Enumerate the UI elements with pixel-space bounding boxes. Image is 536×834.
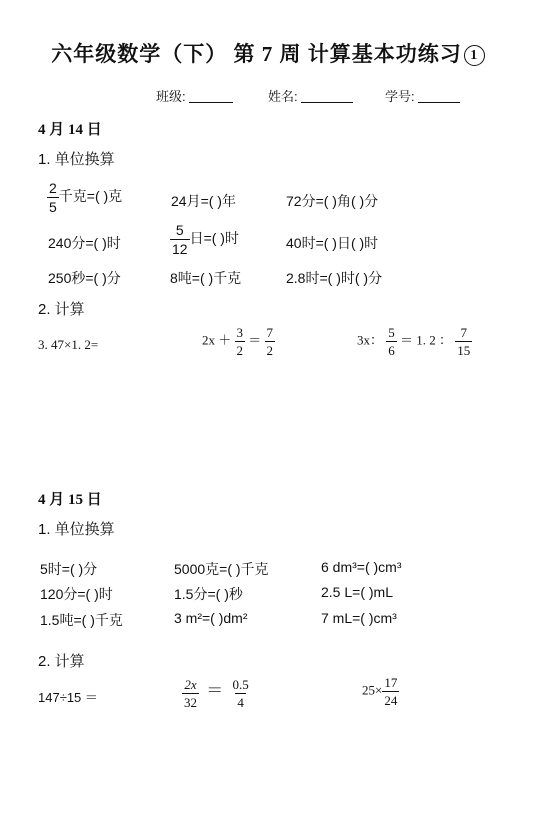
day1-conv-row3-item2: 8吨=( )千克 [170,270,242,286]
day1-conv-row1-item3: 72分=( )角( )分 [286,193,379,209]
day1-conv-row1-item2: 24月=( )年 [171,193,236,209]
fraction: $\frac{3}{2}$ [236,325,244,358]
day1-calc-title: 2. 计算 [38,301,85,318]
day1-conv-row1-item1: $\frac{2}{5}$ 千克=( )克 [49,180,123,215]
fraction: $\frac{5}{12}$ [172,222,188,257]
circled-number: 1 [464,45,485,66]
name-blank[interactable] [301,89,353,103]
day2-conv-row2-item3: 2.5 L=( )mL [321,584,393,600]
day1-conv-row2-item2: $\frac{5}{12}$ 日=( )时 [172,222,239,257]
day2-conv-row1-item3: 6 dm³=( )cm³ [321,559,402,575]
student-number-field [385,86,460,105]
fraction: $\frac{7}{2}$ [266,325,274,358]
day2-conv-row1-item1: 5时=( )分 [40,561,98,577]
day2-conv-row3-item1: 1.5吨=( )千克 [40,612,123,628]
day2-date: 4 月 15 日 [38,492,102,508]
day1-unit-conversion-title: 1. 单位换算 [38,151,115,168]
day1-date: 4 月 14 日 [38,122,102,138]
fraction: $\frac{17}{24}$ [384,675,398,708]
day2-calc-title: 2. 计算 [38,653,85,670]
day1-calc-1: 3. 47×1. 2= [38,337,99,352]
fraction: $\frac{0.5}{4}$ [232,676,249,710]
day2-conv-row2-item2: 1.5分=( )秒 [174,586,243,602]
number-label: 学号: [385,89,415,104]
day1-conv-row3-item3: 2.8时=( )时( )分 [286,270,383,286]
title-text: 六年级数学（下） 第 7 周 计算基本功练习 [51,42,462,66]
day2-calc-3: 25× $\frac{17}{24}$ [362,675,398,708]
class-blank[interactable] [189,89,233,103]
day2-calc-1: 147÷15 ＝ [38,690,98,705]
name-field [268,86,353,105]
fraction: $\frac{2}{5}$ [49,180,57,215]
class-field [156,86,233,105]
day2-conv-row3-item2: 3 m²=( )dm² [174,610,248,626]
day1-conv-row2-item3: 40时=( )日( )时 [286,235,379,251]
number-blank[interactable] [418,89,460,103]
fraction: $\frac{2x}{32}$ [184,676,197,710]
day1-conv-row2-item1: 240分=( )时 [48,235,121,251]
day2-conv-row1-item2: 5000克=( )千克 [174,561,269,577]
fraction: $\frac{5}{6}$ [388,325,395,358]
fraction: $\frac{7}{15}$ [457,325,471,358]
day2-calc-2: $\frac{2x}{32}$ ＝ $\frac{0.5}{4}$ [184,676,249,710]
name-label: 姓名: [268,89,298,104]
day2-conv-row2-item1: 120分=( )时 [40,586,113,602]
day2-unit-conversion-title: 1. 单位换算 [38,521,115,538]
class-label: 班级: [156,89,186,104]
day2-conv-row3-item3: 7 mL=( )cm³ [321,610,397,626]
day1-calc-2: 2x ＋ $\frac{3}{2}$ ＝ $\frac{7}{2}$ [202,325,274,358]
page-title [0,38,536,68]
day1-calc-3: 3x： $\frac{5}{6}$ ＝ 1. 2 ： $\frac{7}{15}$ [357,325,471,358]
day1-conv-row3-item1: 250秒=( )分 [48,270,121,286]
